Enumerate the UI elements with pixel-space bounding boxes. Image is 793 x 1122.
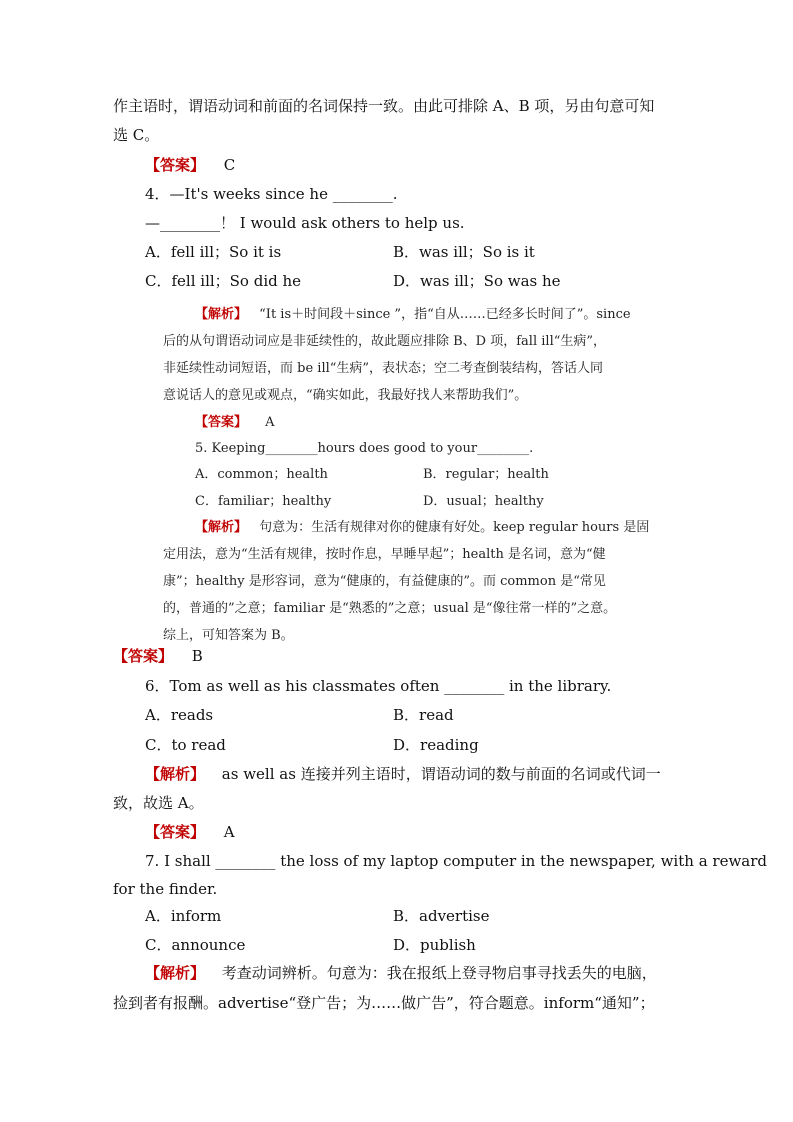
q4-analysis-text-1: “It is＋时间段＋since ”，指“自从……已经多长时间了”。since (259, 307, 631, 322)
q6-answer (145, 822, 235, 842)
q5-analysis-line-3: 康”；healthy 是形容词，意为“健康的，有益健康的”。而 common 是“常见 (163, 574, 606, 589)
q4-analysis-line-4: 意说话人的意见或观点，“确实如此，我最好找人来帮助我们”。 (163, 388, 528, 403)
q4-analysis-line-3: 非延续性动词短语，而 be ill“生病”，表状态；空二考查倒装结构，答话人同 (163, 361, 604, 376)
q7-analysis-line-2: 捡到者有报酬。advertise“登广告；为……做广告”，符合题意。inform“通知”； (113, 994, 655, 1012)
q7-option-b: B．advertise (393, 907, 490, 925)
q5-option-d: D．usual；healthy (423, 494, 544, 509)
q4-stem-1: 4．—It's weeks since he ________. (145, 185, 398, 203)
q6-option-d: D．reading (393, 736, 479, 754)
q4-option-a: A．fell ill；So it is (145, 243, 282, 261)
analysis-tag: 【解析】 (195, 520, 248, 535)
answer-tag: 【答案】 (113, 647, 174, 665)
q6-analysis-line-1 (145, 764, 661, 784)
q6-option-c: C．to read (145, 736, 226, 754)
q7-stem-1: 7. I shall ________ the loss of my laptop computer in the newspaper, with a reward (145, 852, 768, 870)
q5-analysis-line-2: 定用法，意为“生活有规律，按时作息，早睡早起”；health 是名词，意为“健 (163, 547, 606, 562)
q4-option-c: C．fell ill；So did he (145, 272, 302, 290)
q7-option-a: A．inform (145, 907, 222, 925)
answer-tag: 【答案】 (145, 823, 206, 841)
q7-option-d: D．publish (393, 936, 476, 954)
q6-option-a: A．reads (145, 706, 214, 724)
q5-analysis-line-5: 综上，可知答案为 B。 (163, 628, 294, 643)
q4-stem-2: —________！ I would ask others to help us. (145, 214, 465, 232)
q4-analysis-line-1 (195, 305, 631, 325)
q6-stem: 6．Tom as well as his classmates often ________ in the library. (145, 677, 612, 695)
q7-analysis-line-1 (145, 963, 657, 983)
q7-option-c: C．announce (145, 936, 246, 954)
q5-option-a: A．common；health (195, 467, 328, 482)
q6-analysis-line-2: 致，故选 A。 (113, 794, 204, 812)
q4-answer (195, 413, 275, 433)
analysis-tag: 【解析】 (195, 307, 248, 322)
answer-value: A (265, 415, 275, 430)
q4-option-b: B．was ill；So is it (393, 243, 535, 261)
answer-value: A (223, 823, 235, 841)
prev-answer (145, 155, 235, 175)
answer-value: B (191, 647, 203, 665)
q5-analysis-text-1: 句意为：生活有规律对你的健康有好处。keep regular hours 是固 (259, 520, 650, 535)
q5-option-b: B．regular；health (423, 467, 549, 482)
q5-option-c: C．familiar；healthy (195, 494, 332, 509)
prev-analysis-line-2: 选 C。 (113, 126, 160, 144)
q5-stem: 5. Keeping________hours does good to your________. (195, 441, 534, 456)
q4-analysis-line-2: 后的从句谓语动词应是非延续性的，故此题应排除 B、D 项，fall ill“生病”， (163, 334, 607, 349)
answer-tag: 【答案】 (145, 156, 206, 174)
answer-tag: 【答案】 (195, 415, 248, 430)
analysis-tag: 【解析】 (145, 964, 206, 982)
q5-analysis-line-1 (195, 518, 649, 538)
answer-value: C (223, 156, 236, 174)
q7-analysis-text-1: 考查动词辨析。句意为：我在报纸上登寻物启事寻找丢失的电脑， (221, 964, 657, 982)
q7-stem-2: for the finder. (113, 880, 218, 898)
q6-option-b: B．read (393, 706, 454, 724)
q4-option-d: D．was ill；So was he (393, 272, 561, 290)
q6-analysis-text-1: as well as 连接并列主语时，谓语动词的数与前面的名词或代词一 (221, 765, 661, 783)
prev-analysis-line-1: 作主语时，谓语动词和前面的名词保持一致。由此可排除 A、B 项，另由句意可知 (113, 97, 655, 115)
q5-analysis-line-4: 的，普通的”之意；familiar 是“熟悉的”之意；usual 是“像往常一样的”之意。 (163, 601, 617, 616)
analysis-tag: 【解析】 (145, 765, 206, 783)
q5-answer (113, 646, 203, 666)
